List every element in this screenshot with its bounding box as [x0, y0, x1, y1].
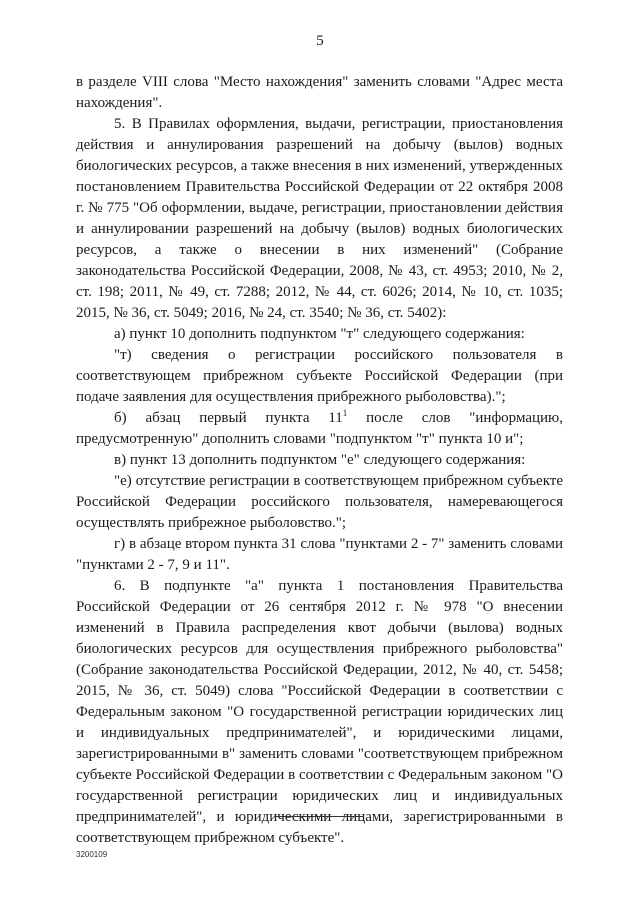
paragraph-2: 5. В Правилах оформления, выдачи, регистрации, приостановления действия и аннулирования разрешений на добычу (вылов) водных биологических ресурсов, а также внесения в них изменений, утвержденных постановлением Правительства Российской Федерации от 22 октября 2008 г. № 775 "Об оформлении, выдаче, регистрации, приостановлении действия и аннулировании разрешений на добычу (вылов) водных биологических ресурсов, а также о внесении в них изменений" (Собрание законодательства Российской Федерации, 2008, № 43, ст. 4953; 2010, № 2, ст. 198; 2011, № 49, ст. 7288; 2012, № 44, ст. 6026; 2014, № 10, ст. 1035; 2015, № 36, ст. 5049; 2016, № 24, ст. 3540; № 36, ст. 5402): — [76, 116, 563, 321]
separator-line — [274, 816, 364, 817]
paragraph-1: в разделе VIII слова "Место нахождения" заменить словами "Адрес места нахождения". — [76, 74, 563, 111]
paragraph-7: "е) отсутствие регистрации в соответствующем прибрежном субъекте Российской Федерации российского пользователя, намеревающегося осуществлять прибрежное рыболовство."; — [76, 473, 563, 531]
document-body — [76, 72, 563, 849]
paragraph-4: "т) сведения о регистрации российского пользователя в соответствующем прибрежном субъекте Российской Федерации (при подаче заявления для осуществления прибрежного рыболовства)."; — [76, 347, 563, 405]
page-number: 5 — [316, 33, 324, 49]
paragraph-5-end: после слов "информацию, предусмотренную" дополнить словами "подпунктом "т" пункта 10 и"; — [76, 410, 564, 447]
paragraph-8: г) в абзаце втором пункта 31 слова "пунктами 2 - 7" заменить словами "пунктами 2 - 7, 9 и 11". — [76, 536, 563, 573]
paragraph-5 — [76, 408, 563, 450]
document-code: 3200109 — [76, 850, 108, 859]
paragraph-3: а) пункт 10 дополнить подпунктом "т" следующего содержания: — [114, 326, 525, 342]
paragraph-5-start: б) абзац первый пункта 11 — [114, 410, 343, 426]
paragraph-9: 6. В подпункте "а" пункта 1 постановления Правительства Российской Федерации от 26 сентября 2012 г. № 978 "О внесении изменений в Правила распределения квот добычи (вылова) водных биологических ресурсов для осуществления прибрежного рыболовства" (Собрание законодательства Российской Федерации, 2012, № 40, ст. 5458; 2015, № 36, ст. 5049) слова "Российской Федерации в соответствии с Федеральным законом "О государственной регистрации юридических лиц и индивидуальных предпринимателей", и юридическими лицами, зарегистрированными в" заменить словами "соответствующем прибрежном субъекте Российской Федерации в соответствии с Федеральным законом "О государственной регистрации юридических лиц и индивидуальных предпринимателей", и юридическими лицами, зарегистрированными в соответствующем прибрежном субъекте". — [76, 578, 563, 846]
superscript-index: 1 — [342, 408, 348, 418]
paragraph-6: в) пункт 13 дополнить подпунктом "е" следующего содержания: — [114, 452, 526, 468]
